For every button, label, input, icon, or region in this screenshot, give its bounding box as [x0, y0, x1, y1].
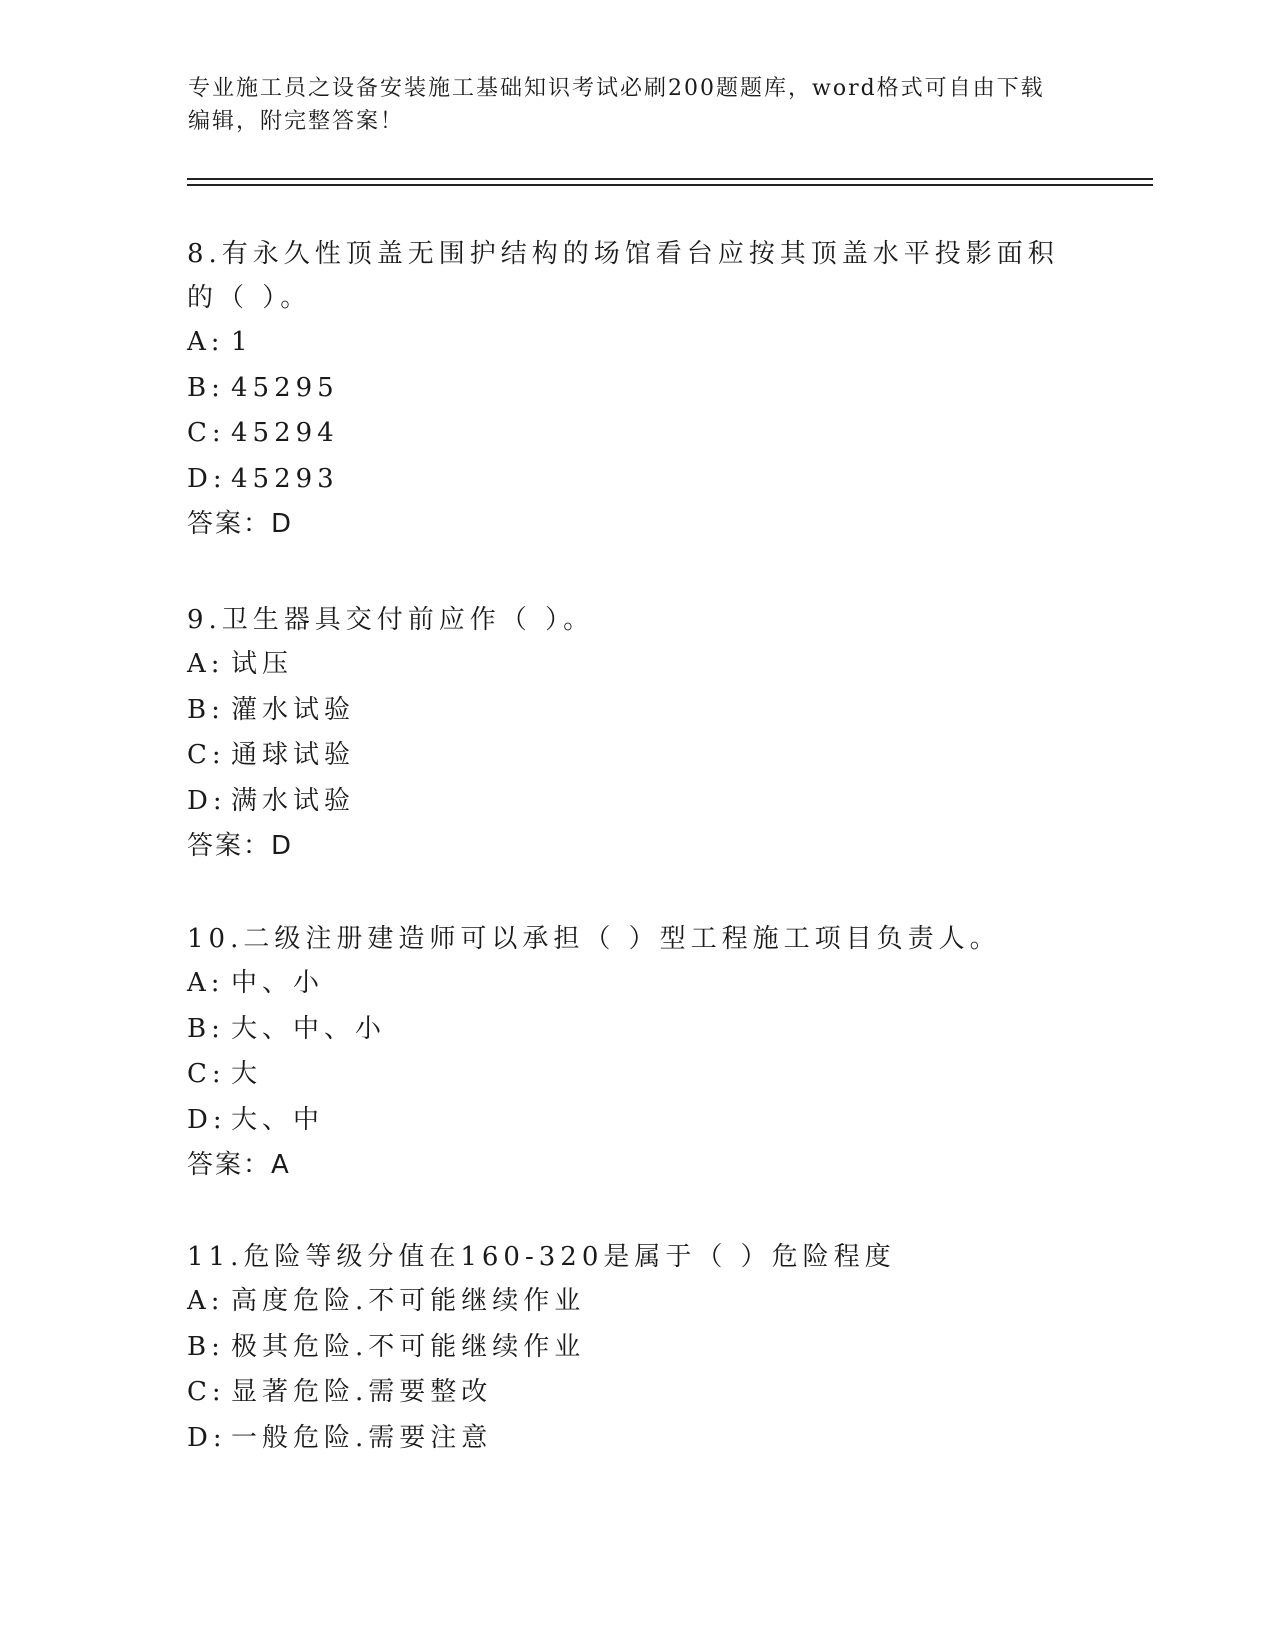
option-d [187, 1098, 1087, 1144]
header-divider-top [187, 178, 1153, 180]
question-9 [187, 598, 1087, 869]
option-letter: A: [187, 1286, 225, 1316]
option-text: 灌水试验 [231, 694, 356, 725]
question-10 [187, 917, 1087, 1188]
option-letter: D: [187, 785, 227, 816]
option-d [187, 779, 1087, 825]
option-d [187, 1416, 1087, 1462]
option-a [187, 320, 1087, 366]
answer-line: 答案：D [187, 831, 294, 861]
option-a [187, 642, 1087, 688]
option-b [187, 1325, 1087, 1371]
answer-line: 答案：A [187, 1150, 291, 1180]
option-text: 通球试验 [231, 740, 356, 770]
question-stem: 11.危险等级分值在160-320是属于（ ）危险程度 [187, 1242, 896, 1272]
option-a [187, 1279, 1087, 1325]
option-letter: C: [187, 1377, 226, 1407]
option-letter: C: [187, 740, 226, 770]
header-title-line-2: 编辑，附完整答案！ [188, 109, 405, 134]
option-text: 显著危险.需要整改 [231, 1377, 493, 1407]
option-c [187, 1370, 1087, 1416]
question-8 [187, 232, 1087, 547]
option-text: 试压 [231, 649, 294, 679]
option-letter: C: [187, 1059, 226, 1089]
option-letter: A: [187, 968, 225, 998]
option-text: 高度危险.不可能继续作业 [231, 1286, 586, 1316]
option-letter: D: [187, 463, 227, 494]
option-letter: D: [187, 1104, 227, 1135]
option-text: 大、中、小 [231, 1013, 387, 1044]
option-d [187, 457, 1087, 503]
option-text: 45295 [231, 372, 339, 403]
question-stem: 10.二级注册建造师可以承担（ ）型工程施工项目负责人。 [187, 924, 1001, 954]
question-11 [187, 1235, 1087, 1461]
header-title-line-1: 专业施工员之设备安装施工基础知识考试必刷200题题库，word格式可自由下载 [188, 76, 1045, 101]
question-stem: 9.卫生器具交付前应作（ ）。 [187, 605, 595, 635]
header-divider-bottom [187, 184, 1153, 186]
option-letter: B: [187, 1013, 225, 1044]
option-b [187, 688, 1087, 734]
question-stem: 8.有永久性顶盖无围护结构的场馆看台应按其顶盖水平投影面积的（ ）。 [187, 239, 1059, 313]
option-text: 极其危险.不可能继续作业 [231, 1331, 586, 1362]
option-text: 45294 [231, 418, 339, 448]
option-c [187, 733, 1087, 779]
option-letter: C: [187, 418, 226, 448]
option-b [187, 1007, 1087, 1053]
option-b [187, 366, 1087, 412]
option-text: 1 [231, 327, 253, 357]
option-text: 中、小 [231, 968, 325, 998]
answer-line: 答案：D [187, 509, 294, 539]
option-c [187, 1052, 1087, 1098]
option-text: 满水试验 [231, 785, 356, 816]
option-a [187, 961, 1087, 1007]
option-letter: B: [187, 1331, 225, 1362]
option-letter: A: [187, 327, 225, 357]
option-letter: D: [187, 1422, 227, 1453]
option-letter: B: [187, 372, 225, 403]
option-letter: B: [187, 694, 225, 725]
option-text: 大 [231, 1059, 263, 1089]
option-text: 45293 [231, 463, 339, 494]
option-text: 大、中 [231, 1104, 325, 1135]
option-c [187, 411, 1087, 457]
document-header [188, 72, 1078, 138]
option-letter: A: [187, 649, 225, 679]
option-text: 一般危险.需要注意 [231, 1422, 493, 1453]
